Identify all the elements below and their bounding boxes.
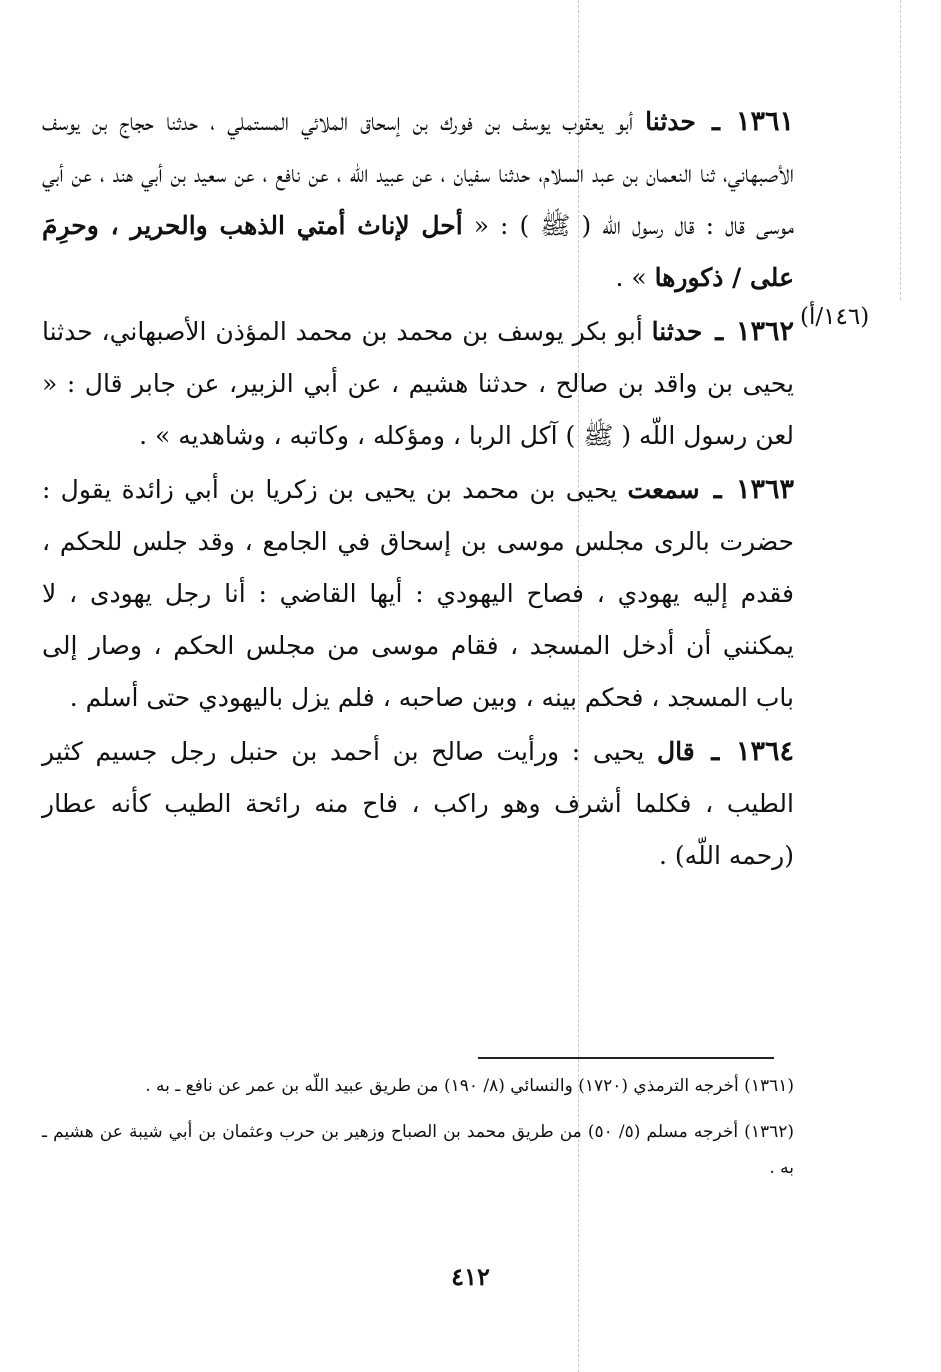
hadith-dash: ـ xyxy=(711,106,720,137)
hadith-lead-word: حدثنا xyxy=(651,317,703,346)
hadith-text-end: » . xyxy=(615,263,655,292)
hadith-dash: ـ xyxy=(713,474,722,505)
footnote-separator xyxy=(478,1057,774,1059)
hadith-text: يحيى بن محمد بن يحيى بن زكريا بن أبي زائدة يقول : حضرت بالرى مجلس موسى بن إسحاق في الجامع ، وقد جلس للحكم ، فقدم إليه يهودي ، فصاح اليهودي : أيها القاضي : أنا رجل يهودى ، لا يمكنني أن أدخل المسجد ، فقام موسى من مجلس الحكم ، وصار إلى باب المسجد ، فحكم بينه ، وبين صاحبه ، فلم يزل باليهودي حتى أسلم . xyxy=(42,475,794,712)
hadith-text: يحيى : ورأيت صالح بن أحمد بن حنبل رجل جسيم كثير الطيب ، فكلما أشرف وهو راكب ، فاح منه رائحة الطيب كأنه عطار (رحمه اللّه) . xyxy=(42,737,794,870)
hadith-entry-1364 xyxy=(42,726,794,882)
hadith-number: ١٣٦١ xyxy=(735,106,794,137)
footnote-1362: (١٣٦٢) أخرجه مسلم (٥/ ٥٠) من طريق محمد بن الصباح وزهير بن حرب وعثمان بن أبي شيبة عن هشيم ـ به . xyxy=(42,1122,794,1178)
scan-fold-line-right xyxy=(900,0,901,300)
hadith-entry-1361 xyxy=(42,96,794,304)
hadith-lead-word: قال xyxy=(657,737,695,766)
hadith-lead-word: سمعت xyxy=(627,475,700,504)
footnote-1361: (١٣٦١) أخرجه الترمذي (١٧٢٠) والنسائي (٨/ ١٩٠) من طريق عبيد اللّه بن عمر عن نافع ـ به . xyxy=(145,1076,794,1096)
hadith-number: ١٣٦٢ xyxy=(735,316,794,347)
hadith-entry-1362 xyxy=(42,306,794,462)
hadith-dash: ـ xyxy=(715,316,724,347)
hadith-lead-word: حدثنا xyxy=(645,107,696,136)
hadith-number: ١٣٦٣ xyxy=(735,474,794,505)
footnotes xyxy=(42,1068,794,1196)
hadith-dash: ـ xyxy=(711,736,720,767)
hadith-text: أبو يعقوب يوسف بن فورك بن إسحاق الملائي المستملي ، حدثنا حجاج بن يوسف الأصبهاني، ثنا النعمان بن عبد السلام، حدثنا سفيان ، عن عبيد اللّه ، عن نافع ، عن سعيد بن أبي هند ، عن أبي موسى قال : قال رسول اللّه ( ﷺ ) : « xyxy=(42,107,795,240)
page-number: ٤١٢ xyxy=(451,1262,490,1291)
hadith-entry-1363 xyxy=(42,464,794,724)
hadith-number: ١٣٦٤ xyxy=(736,736,795,767)
manuscript-folio-marker: (١٤٦/أ) xyxy=(800,304,870,330)
hadith-text: أبو بكر يوسف بن محمد بن محمد المؤذن الأصبهاني، حدثنا يحيى بن واقد بن صالح ، حدثنا هشيم ، عن أبي الزبير، عن جابر قال : « لعن رسول اللّه ( ﷺ ) آكل الربا ، ومؤكله ، وكاتبه ، وشاهديه » . xyxy=(42,317,794,450)
main-text xyxy=(42,96,794,884)
hadith-quote: أحل لإناث أمتي الذهب والحرير ، وحرِمَ على / ذكورها xyxy=(42,211,794,292)
